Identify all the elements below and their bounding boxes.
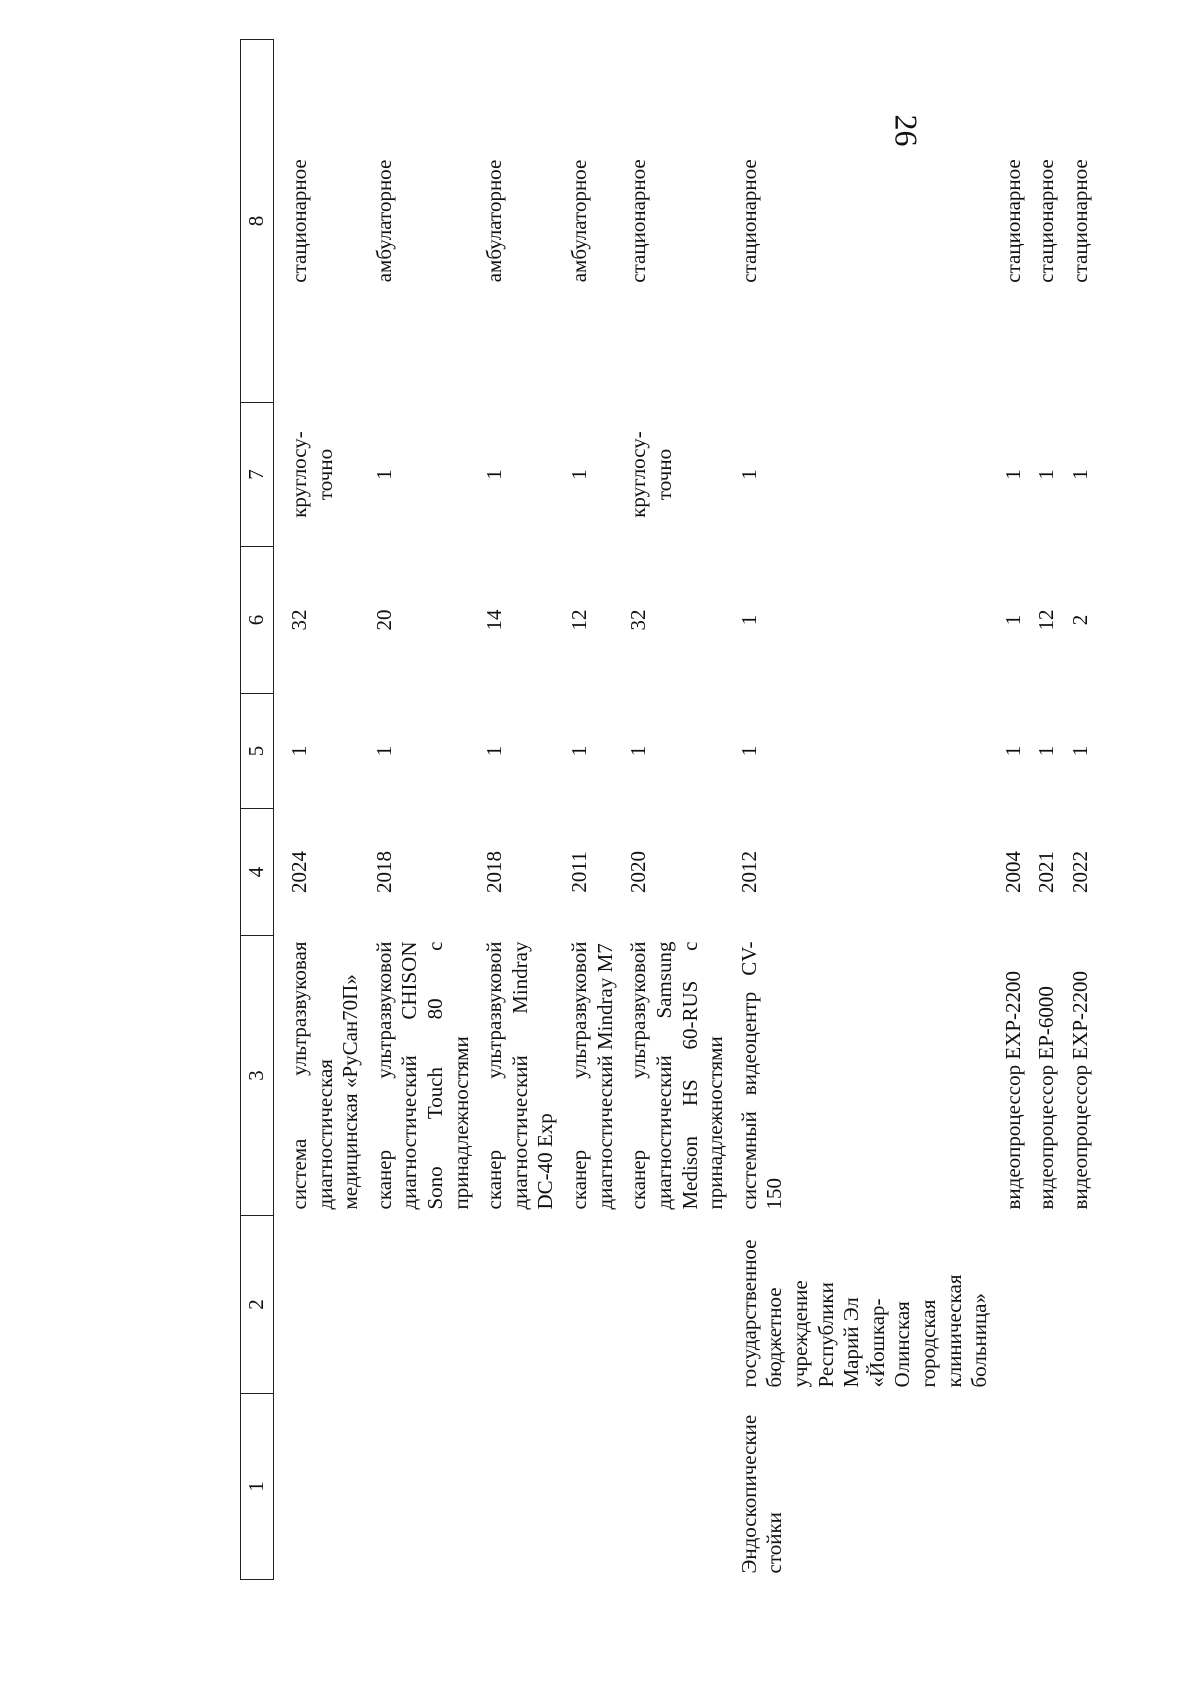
cell-year: 2011 — [567, 851, 592, 893]
cell-care-type: стационарное — [1000, 159, 1025, 283]
cell-organization — [1060, 1216, 1094, 1394]
cell-load: 14 — [482, 609, 507, 631]
cell-quantity: 1 — [1000, 745, 1025, 757]
column-header: 1 — [241, 1394, 274, 1580]
cell-equipment-name: сканер ультразвуковой диагностический Mindray DC-40 Exp — [482, 941, 558, 1210]
cell-shift: 1 — [1000, 469, 1025, 480]
table-row — [618, 40, 728, 1580]
cell-equipment-type — [274, 1394, 364, 1580]
cell-equipment-type — [1026, 1394, 1060, 1580]
cell-load: 1 — [1000, 614, 1025, 626]
cell-organization — [364, 1216, 474, 1394]
cell-care-type: амбулаторное — [567, 159, 592, 283]
cell-care-type: стационарное — [287, 159, 311, 283]
cell-care-type: стационарное — [736, 159, 761, 283]
cell-equipment-name: сканер ультразвуковой диагностический CHISON Sono Touch 80 с принадлежностями — [371, 941, 473, 1210]
cell-load: 12 — [1034, 609, 1059, 631]
cell-equipment-name: видеопроцессор EXP-2200 — [1000, 970, 1025, 1210]
cell-equipment-type — [993, 1394, 1027, 1580]
cell-load: 1 — [736, 614, 761, 626]
column-number-row — [241, 40, 274, 1580]
column-header: 7 — [241, 403, 274, 547]
cell-equipment-type — [618, 1394, 728, 1580]
table-row — [274, 40, 364, 1580]
cell-equipment-type — [1060, 1394, 1094, 1580]
column-header: 3 — [241, 936, 274, 1216]
cell-organization: государственное бюджетное учреждение Республики Марий Эл «Йошкар-Олинская городская клиническая больница» — [736, 1239, 992, 1388]
cell-load: 2 — [1068, 614, 1093, 626]
cell-quantity: 1 — [371, 745, 396, 757]
table-row — [1026, 40, 1060, 1580]
cell-shift: 1 — [567, 469, 592, 480]
cell-shift: 1 — [736, 469, 761, 480]
cell-organization — [474, 1216, 559, 1394]
cell-care-type: стационарное — [626, 159, 651, 283]
cell-year: 2024 — [287, 851, 311, 893]
column-header: 8 — [241, 40, 274, 403]
cell-shift: 1 — [1068, 469, 1093, 480]
cell-load: 20 — [371, 609, 396, 631]
cell-year: 2022 — [1068, 851, 1093, 893]
cell-equipment-name: сканер ультразвуковой диагностический Mindray M7 — [567, 941, 617, 1210]
cell-shift: круглосу-точно — [626, 431, 676, 518]
cell-equipment-name: системный видеоцентр CV-150 — [736, 941, 787, 1210]
cell-quantity: 1 — [287, 745, 311, 757]
cell-year: 2004 — [1000, 851, 1025, 893]
cell-year: 2018 — [482, 851, 507, 893]
cell-quantity: 1 — [482, 745, 507, 757]
cell-quantity: 1 — [736, 745, 761, 757]
cell-equipment-type: Эндоскопические стойки — [736, 1414, 787, 1574]
cell-year: 2020 — [626, 851, 651, 893]
cell-equipment-type — [364, 1394, 474, 1580]
rotated-table-container — [240, 40, 1200, 1580]
cell-load: 32 — [287, 609, 311, 631]
table-row — [993, 40, 1027, 1580]
cell-care-type: стационарное — [1034, 159, 1059, 283]
cell-year: 2018 — [371, 851, 396, 893]
cell-equipment-name: видеопроцессор EXP-2200 — [1068, 970, 1093, 1210]
table-row — [559, 40, 618, 1580]
cell-quantity: 1 — [567, 745, 592, 757]
table-row — [729, 40, 993, 1580]
cell-equipment-name: система ультразвуковая диагностическая медицинская «РуСан70П» — [287, 941, 363, 1210]
cell-shift: 1 — [1034, 469, 1059, 480]
column-header: 6 — [241, 547, 274, 694]
equipment-table — [240, 39, 1094, 1580]
cell-organization — [274, 1216, 364, 1394]
cell-load: 32 — [626, 609, 651, 631]
cell-organization — [618, 1216, 728, 1394]
cell-care-type: амбулаторное — [482, 159, 507, 283]
page-number: 26 — [888, 114, 925, 147]
cell-organization — [559, 1216, 618, 1394]
cell-equipment-type — [559, 1394, 618, 1580]
cell-shift: 1 — [482, 469, 507, 480]
cell-organization — [1026, 1216, 1060, 1394]
cell-care-type: амбулаторное — [371, 159, 396, 283]
cell-year: 2012 — [736, 851, 761, 893]
cell-shift: круглосу-точно — [287, 431, 337, 518]
cell-equipment-type — [474, 1394, 559, 1580]
table-row — [1060, 40, 1094, 1580]
table-row — [474, 40, 559, 1580]
cell-equipment-name: сканер ультразвуковой диагностический Samsung Medison HS 60-RUS с принадлежностями — [626, 941, 728, 1210]
column-header: 5 — [241, 694, 274, 809]
cell-quantity: 1 — [1034, 745, 1059, 757]
column-header: 2 — [241, 1216, 274, 1394]
cell-quantity: 1 — [1068, 745, 1093, 757]
column-header: 4 — [241, 809, 274, 936]
cell-year: 2021 — [1034, 851, 1059, 893]
cell-load: 12 — [567, 609, 592, 631]
table-row — [364, 40, 474, 1580]
cell-organization — [993, 1216, 1027, 1394]
cell-quantity: 1 — [626, 745, 651, 757]
cell-shift: 1 — [371, 469, 396, 480]
cell-equipment-name: видеопроцессор EP-6000 — [1034, 986, 1059, 1210]
cell-care-type: стационарное — [1068, 159, 1093, 283]
